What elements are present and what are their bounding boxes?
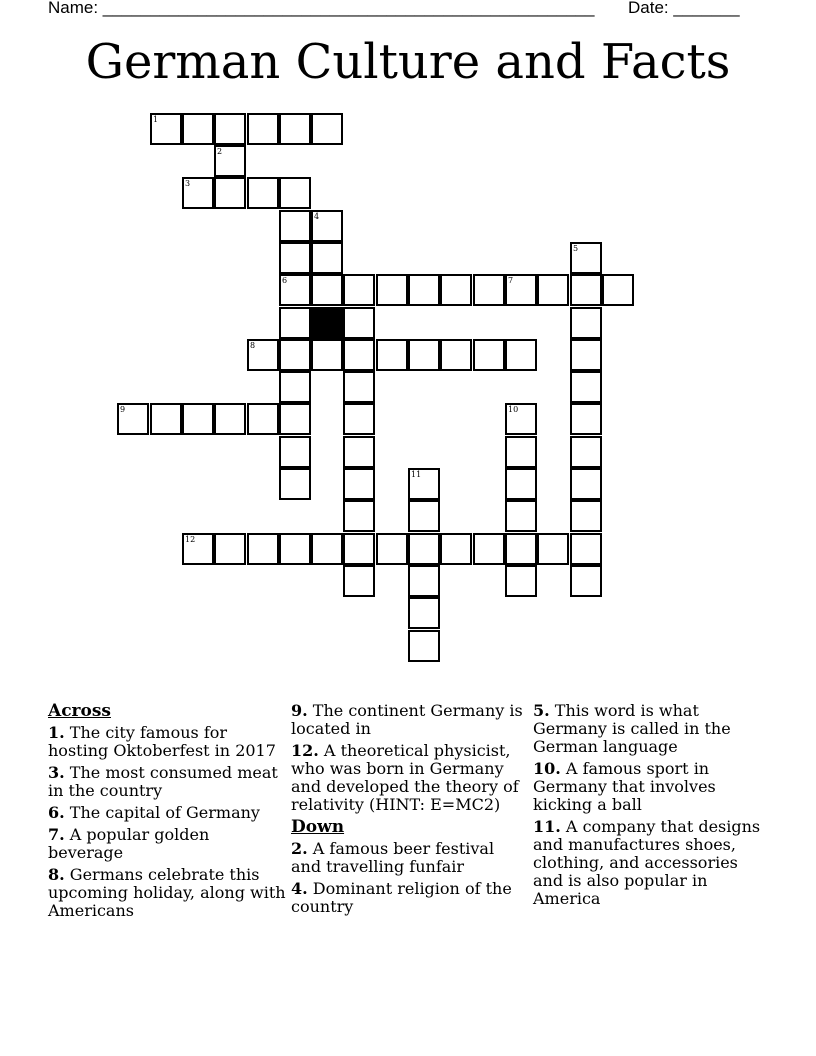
crossword-cell[interactable] [473,339,505,371]
crossword-cell[interactable] [440,533,472,565]
clue-number: 10 [508,405,519,414]
crossword-cell[interactable] [408,500,440,532]
crossword-cell[interactable] [408,565,440,597]
crossword-cell[interactable] [279,339,311,371]
crossword-cell[interactable] [214,533,246,565]
crossword-cell[interactable] [214,113,246,145]
clue-number: 6 [282,276,288,285]
clue-number: 5 [573,244,579,253]
crossword-cell[interactable] [279,242,311,274]
crossword-cell[interactable] [343,533,375,565]
clue-number: 2 [217,147,223,156]
crossword-cell[interactable] [343,371,375,403]
crossword-cell[interactable] [570,274,602,306]
crossword-cell[interactable] [408,274,440,306]
crossword-cell[interactable] [182,177,214,209]
crossword-cell[interactable] [311,533,343,565]
clue-number: 8 [250,341,256,350]
clue-text: Dominant religion of the country [291,879,512,916]
crossword-cell[interactable] [376,274,408,306]
crossword-cell[interactable] [182,533,214,565]
crossword-cell[interactable] [570,468,602,500]
crossword-cell[interactable] [279,274,311,306]
crossword-cell[interactable] [570,371,602,403]
crossword-cell[interactable] [343,468,375,500]
crossword-cell[interactable] [343,500,375,532]
crossword-cell[interactable] [537,533,569,565]
clue-number-label: 6. [48,803,65,822]
clue-number-label: 1. [48,723,65,742]
clue-item [533,760,771,814]
crossword-cell[interactable] [408,339,440,371]
crossword-cell[interactable] [150,403,182,435]
crossword-cell[interactable] [247,113,279,145]
clue-number: 11 [411,470,422,479]
clue-number-label: 10. [533,759,561,778]
crossword-cell[interactable] [214,145,246,177]
clue-item [48,764,286,800]
crossword-cell[interactable] [311,274,343,306]
crossword-cell[interactable] [343,339,375,371]
clue-number-label: 5. [533,701,550,720]
crossword-cell[interactable] [279,436,311,468]
clue-number-label: 7. [48,825,65,844]
clue-item [48,866,286,920]
crossword-cell[interactable] [505,533,537,565]
crossword-cell[interactable] [279,468,311,500]
clue-item [291,840,529,876]
crossword-cell[interactable] [505,500,537,532]
crossword-cell[interactable] [570,500,602,532]
crossword-cell[interactable] [408,468,440,500]
clue-number: 4 [314,212,320,221]
clue-item [48,724,286,760]
date-field-label: Date: _______ [628,0,740,17]
crossword-cell[interactable] [311,210,343,242]
crossword-cell[interactable] [311,339,343,371]
crossword-cell[interactable] [182,403,214,435]
clue-number: 9 [120,405,126,414]
clue-text: The city famous for hosting Oktoberfest in 2017 [48,723,276,760]
crossword-cell[interactable] [279,403,311,435]
clue-number-label: 8. [48,865,65,884]
clue-number: 7 [508,276,514,285]
clue-text: The most consumed meat in the country [48,763,278,800]
crossword-cell[interactable] [473,274,505,306]
crossword-cell[interactable] [570,307,602,339]
clues-column-2 [291,702,529,920]
crossword-cell[interactable] [505,436,537,468]
crossword-cell[interactable] [247,403,279,435]
crossword-cell[interactable] [570,403,602,435]
clue-text: A company that designs and manufactures shoes, clothing, and accessories and is also popular in America [533,817,761,908]
crossword-cell[interactable] [570,339,602,371]
crossword-cell[interactable] [247,177,279,209]
clue-number-label: 9. [291,701,308,720]
crossword-cell[interactable] [343,403,375,435]
clue-item [533,818,771,908]
crossword-cell[interactable] [505,565,537,597]
crossword-cell[interactable] [247,533,279,565]
crossword-cell[interactable] [279,113,311,145]
crossword-cell[interactable] [408,597,440,629]
clue-number-label: 11. [533,817,561,836]
crossword-cell[interactable] [247,339,279,371]
clue-text: A popular golden beverage [48,825,210,862]
crossword-cell[interactable] [473,533,505,565]
crossword-cell[interactable] [570,533,602,565]
crossword-cell[interactable] [537,274,569,306]
crossword-cell[interactable] [505,403,537,435]
crossword-cell[interactable] [376,533,408,565]
clue-number: 1 [153,115,159,124]
crossword-cell[interactable] [182,113,214,145]
crossword-cell[interactable] [214,403,246,435]
crossword-cell[interactable] [279,177,311,209]
crossword-cell[interactable] [311,242,343,274]
clues-column-3 [533,702,771,912]
clue-item [291,880,529,916]
crossword-cell[interactable] [343,274,375,306]
crossword-cell[interactable] [570,565,602,597]
blocked-cell [311,307,344,340]
crossword-cell[interactable] [505,468,537,500]
crossword-cell[interactable] [343,565,375,597]
clue-item [48,804,286,822]
crossword-cell[interactable] [376,339,408,371]
crossword-cell[interactable] [343,307,375,339]
crossword-cell[interactable] [150,113,182,145]
clue-text: A famous beer festival and travelling funfair [291,839,495,876]
crossword-cell[interactable] [505,274,537,306]
clue-number-label: 2. [291,839,308,858]
crossword-cell[interactable] [279,533,311,565]
crossword-cell[interactable] [343,436,375,468]
name-field-label: Name: ____________________________________________________ [48,0,595,17]
clue-number-label: 4. [291,879,308,898]
clue-text: A famous sport in Germany that involves kicking a ball [533,759,716,814]
section-heading: Down [291,817,345,837]
clue-number-label: 3. [48,763,65,782]
clue-number: 12 [185,535,196,544]
clues-column-1 [48,702,286,924]
clue-number: 3 [185,179,191,188]
crossword-cell[interactable] [117,403,149,435]
crossword-cell[interactable] [408,533,440,565]
clue-number-label: 12. [291,741,319,760]
crossword-cell[interactable] [440,339,472,371]
crossword-cell[interactable] [440,274,472,306]
crossword-cell[interactable] [408,630,440,662]
crossword-cell[interactable] [505,339,537,371]
crossword-cell[interactable] [311,113,343,145]
clue-text: The capital of Germany [64,803,260,822]
crossword-cell[interactable] [279,371,311,403]
crossword-cell[interactable] [570,242,602,274]
clue-item [48,826,286,862]
crossword-cell[interactable] [279,210,311,242]
clue-text: A theoretical physicist, who was born in Germany and developed the theory of relativity (HINT: E=MC2) [291,741,519,814]
clue-text: This word is what Germany is called in the German language [533,701,731,756]
crossword-cell[interactable] [602,274,634,306]
crossword-cell[interactable] [279,307,311,339]
clue-item [533,702,771,756]
crossword-cell[interactable] [214,177,246,209]
clue-text: The continent Germany is located in [291,701,523,738]
crossword-cell[interactable] [570,436,602,468]
clue-text: Germans celebrate this upcoming holiday, along with Americans [48,865,286,920]
clue-item [291,742,529,814]
clue-item [291,702,529,738]
section-heading: Across [48,701,111,721]
page-title: German Culture and Facts [85,34,731,90]
